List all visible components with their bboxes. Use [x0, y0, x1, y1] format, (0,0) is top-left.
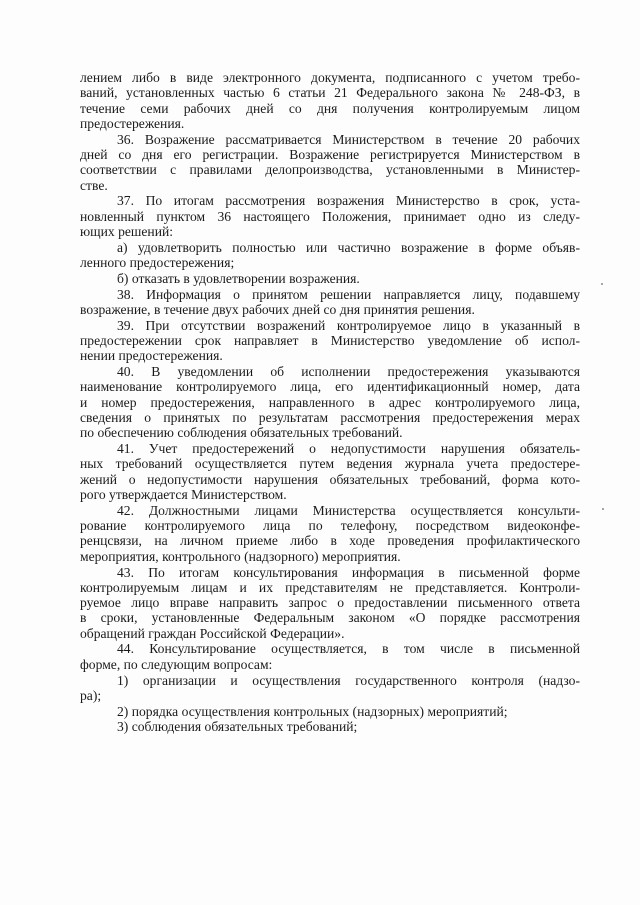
- text-line: ра);: [80, 687, 102, 703]
- text-line: ных требований осуществляется путем ведения журнала учета предостере-: [80, 456, 580, 472]
- text-line: наименование контролируемого лица, его идентификационный номер, дата: [80, 379, 580, 395]
- text-line: 2) порядка осуществления контрольных (надзорных) мероприятий;: [117, 703, 508, 719]
- text-line: сведения о принятых по результатам рассмотрения предостережения мерах: [80, 410, 580, 426]
- text-line: ренцсвязи, на личном приеме либо в ходе проведения профилактического: [80, 533, 580, 549]
- text-line: предостережении срок направляет в Министерство уведомление об испол-: [80, 333, 580, 349]
- text-line: возражение, в течение двух рабочих дней со дня принятия решения.: [80, 301, 475, 317]
- paragraph-p37a: [80, 240, 580, 271]
- paragraph-p42: [80, 503, 580, 564]
- text-line: б) отказать в удовлетворении возражения.: [117, 270, 360, 286]
- paragraph-p40: [80, 364, 580, 440]
- scan-speck: [601, 283, 603, 285]
- text-line: ленного предостережения;: [80, 255, 235, 271]
- paragraph-p38: [80, 287, 580, 318]
- paragraph-p44-1: [80, 673, 580, 704]
- text-line: руемое лицо вправе направить запрос о предоставлении письменного ответа: [80, 595, 580, 611]
- text-line: 36. Возражение рассматривается Министерством в течение 20 рабочих: [117, 131, 580, 147]
- paragraph-p37b: [80, 271, 580, 286]
- text-line: жений о недопустимости нарушения обязательных требований, форма кото-: [80, 471, 580, 487]
- text-line: 39. При отсутствии возражений контролируемое лицо в указанный в: [117, 317, 580, 333]
- text-line: контролируемым лицам и их представителям не представляется. Контроли-: [80, 579, 580, 595]
- text-line: 42. Должностными лицами Министерства осуществляется консульти-: [117, 502, 580, 518]
- text-line: новленный пунктом 36 настоящего Положения, принимает одно из следу-: [80, 208, 580, 224]
- text-line: предостережения.: [80, 115, 185, 131]
- text-line: в сроки, установленные Федеральным законом «О порядке рассмотрения: [80, 610, 580, 626]
- text-line: 37. По итогам рассмотрения возражения Министерство в срок, уста-: [117, 193, 580, 209]
- text-line: рого утверждается Министерством.: [80, 487, 287, 503]
- paragraph-p44-2: [80, 704, 580, 719]
- paragraph-p44-3: [80, 719, 580, 734]
- paragraph-p41: [80, 441, 580, 502]
- paragraph-p39: [80, 318, 580, 364]
- paragraph-p35-cont: [80, 70, 580, 131]
- text-line: 43. По итогам консультирования информация в письменной форме: [117, 564, 580, 580]
- text-line: 40. В уведомлении об исполнении предостережения указываются: [117, 364, 580, 380]
- text-line: стве.: [80, 177, 108, 193]
- text-line: 1) организации и осуществления государственного контроля (надзо-: [117, 672, 580, 688]
- text-line: 38. Информация о принятом решении направляется лицу, подавшему: [117, 286, 580, 302]
- paragraph-p37: [80, 193, 580, 239]
- text-line: ваний, установленных частью 6 статьи 21 Федерального закона № 248-ФЗ, в: [80, 85, 580, 101]
- text-line: а) удовлетворить полностью или частично возражение в форме объяв-: [117, 239, 580, 255]
- scan-speck: [602, 508, 604, 510]
- text-line: течение семи рабочих дней со дня получения контролируемым лицом: [80, 100, 580, 116]
- text-line: мероприятия, контрольного (надзорного) мероприятия.: [80, 548, 401, 564]
- text-line: обращений граждан Российской Федерации».: [80, 625, 345, 641]
- text-line: ющих решений:: [80, 223, 174, 239]
- text-line: дней со дня его регистрации. Возражение регистрируется Министерством в: [80, 146, 580, 162]
- document-body: [80, 70, 580, 735]
- text-line: 41. Учет предостережений о недопустимости нарушения обязатель-: [117, 441, 580, 457]
- text-line: 44. Консультирование осуществляется, в том числе в письменной: [117, 641, 580, 657]
- text-line: по обеспечению соблюдения обязательных требований.: [80, 425, 403, 441]
- paragraph-p44: [80, 641, 580, 672]
- text-line: 3) соблюдения обязательных требований;: [117, 719, 358, 735]
- text-line: лением либо в виде электронного документа, подписанного с учетом требо-: [80, 70, 580, 85]
- paragraph-p36: [80, 132, 580, 193]
- text-line: и номер предостережения, направленного в адрес контролируемого лица,: [80, 394, 580, 410]
- text-line: форме, по следующим вопросам:: [80, 656, 273, 672]
- text-line: соответствии с правилами делопроизводства, установленными в Министер-: [80, 162, 580, 178]
- text-line: нении предостережения.: [80, 348, 223, 364]
- paragraph-p43: [80, 565, 580, 641]
- text-line: рование контролируемого лица по телефону, посредством видеоконфе-: [80, 518, 580, 534]
